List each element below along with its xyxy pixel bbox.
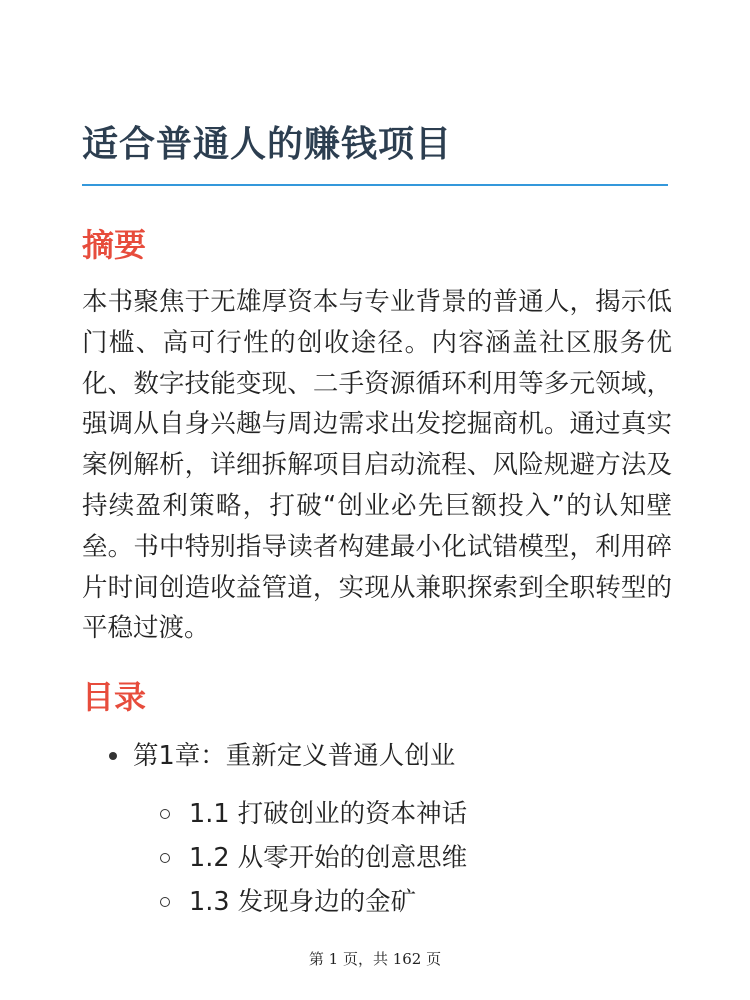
toc-heading: 目录 bbox=[82, 678, 147, 716]
toc-section-label: 1.2 从零开始的创意思维 bbox=[189, 843, 468, 873]
document-title: 适合普通人的赚钱项目 bbox=[82, 124, 453, 165]
hollow-bullet-icon bbox=[160, 897, 170, 907]
toc-section-label: 1.1 打破创业的资本神话 bbox=[189, 799, 468, 829]
title-divider bbox=[82, 184, 668, 186]
hollow-bullet-icon bbox=[160, 809, 170, 819]
abstract-heading: 摘要 bbox=[82, 226, 147, 264]
abstract-body: 本书聚焦于无雄厚资本与专业背景的普通人，揭示低门槛、高可行性的创收途径。内容涵盖社区服务优化、数字技能变现、二手资源循环利用等多元领域，强调从自身兴趣与周边需求出发挖掘商机。通过真实案例解析，详细拆解项目启动流程、风险规避方法及持续盈利策略，打破“创业必先巨额投入”的认知壁垒。书中特别指导读者构建最小化试错模型，利用碎片时间创造收益管道，实现从兼职探索到全职转型的平稳过渡。 bbox=[82, 287, 672, 644]
toc-chapter-label: 第1章：重新定义普通人创业 bbox=[133, 741, 456, 771]
page-footer: 第 1 页，共 162 页 bbox=[308, 950, 442, 968]
filled-bullet-icon bbox=[109, 752, 117, 760]
hollow-bullet-icon bbox=[160, 853, 170, 863]
toc-section-label: 1.3 发现身边的金矿 bbox=[189, 887, 417, 917]
